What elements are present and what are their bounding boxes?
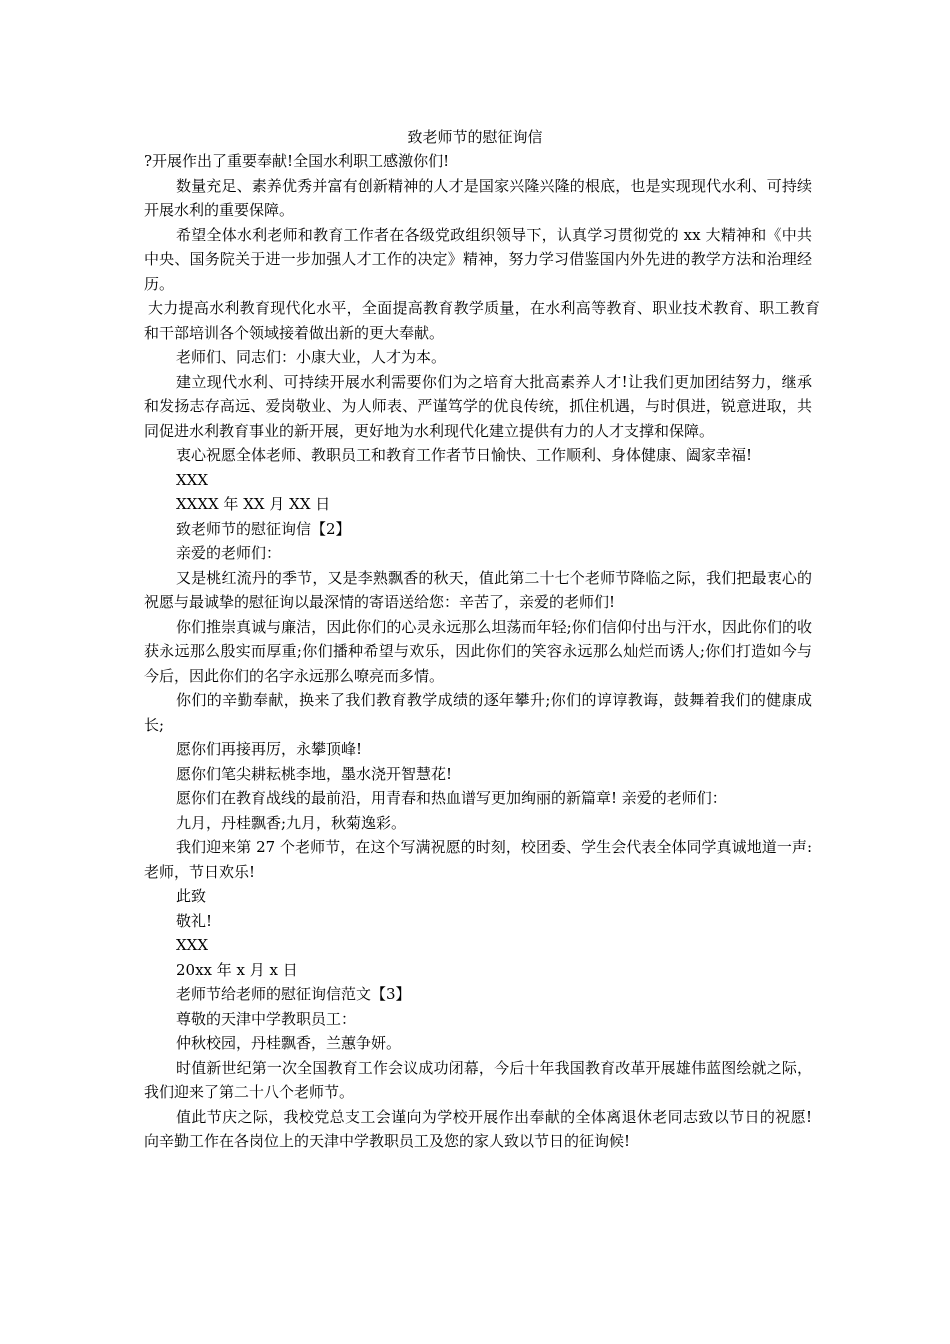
paragraph: 老师节给老师的慰征询信范文【3】 — [176, 985, 411, 1003]
paragraph: 愿你们笔尖耕耘桃李地，墨水浇开智慧花! — [176, 764, 453, 783]
paragraph: 致老师节的慰征询信【2】 — [176, 519, 351, 538]
paragraph: 九月，丹桂飘香;九月，秋菊逸彩。 — [176, 813, 407, 832]
paragraph: XXX — [176, 936, 209, 954]
paragraph: 尊敬的天津中学教职员工： — [176, 1009, 357, 1028]
document-body — [144, 149, 820, 1154]
paragraph: 希望全体水利老师和教育工作者在各级党政组织领导下，认真学习贯彻党的 xx 大精神和《中共中央、国务院关于进一步加强人才工作的决定》精神，努力学习借鉴国内外先进的教学方法和治理经历。 — [144, 225, 812, 293]
paragraph: 愿你们再接再厉，永攀顶峰! — [176, 740, 363, 758]
paragraph: ?开展作出了重要奉献!全国水利职工感激你们! — [144, 152, 450, 170]
paragraph: 你们的辛勤奉献，换来了我们教育教学成绩的逐年攀升;你们的谆谆教诲，鼓舞着我们的健康成长; — [144, 691, 812, 734]
paragraph: 时值新世纪第一次全国教育工作会议成功闭幕，今后十年我国教育改革开展雄伟蓝图绘就之际，我们迎来了第二十八个老师节。 — [144, 1058, 812, 1101]
paragraph: 此致 — [176, 887, 207, 905]
paragraph: 你们推崇真诚与廉洁，因此你们的心灵永远那么坦荡而年轻;你们信仰付出与汗水，因此你们的收获永远那么殷实而厚重;你们播种希望与欢乐，因此你们的笑容永远那么灿烂而诱人;你们打造如今与今后，因此你们的名字永远那么嘹亮而多情。 — [144, 617, 812, 685]
paragraph: 建立现代水利、可持续开展水利需要你们为之培育大批高素养人才!让我们更加团结努力，继承和发扬志存高远、爱岗敬业、为人师表、严谨笃学的优良传统，抓住机遇，与时俱进，锐意进取，共同促进水利教育事业的新开展，更好地为水利现代化建立提供有力的人才支撑和保障。 — [144, 372, 812, 440]
paragraph: 又是桃红流丹的季节，又是李熟飘香的秋天，值此第二十七个老师节降临之际，我们把最衷心的祝愿与最诚挚的慰征询以最深情的寄语送给您：辛苦了，亲爱的老师们! — [144, 568, 812, 611]
paragraph: 敬礼! — [176, 911, 213, 930]
paragraph: 愿你们在教育战线的最前沿，用青春和热血谱写更加绚丽的新篇章! 亲爱的老师们： — [176, 789, 727, 807]
paragraph: 大力提高水利教育现代化水平，全面提高教育教学质量，在水利高等教育、职业技术教育、职工教育和干部培训各个领域接着做出新的更大奉献。 — [144, 299, 820, 342]
paragraph: 我们迎来第 27 个老师节，在这个写满祝愿的时刻，校团委、学生会代表全体同学真诚地道一声:老师，节日欢乐! — [144, 838, 812, 881]
paragraph: 20xx 年 x 月 x 日 — [176, 960, 298, 979]
paragraph: 衷心祝愿全体老师、教职员工和教育工作者节日愉快、工作顺利、身体健康、阖家幸福! — [176, 446, 753, 464]
paragraph: 仲秋校园，丹桂飘香，兰蕙争妍。 — [176, 1034, 402, 1052]
document-title: 致老师节的慰征询信 — [407, 128, 543, 146]
paragraph: 亲爱的老师们： — [176, 544, 282, 562]
paragraph: XXXX 年 XX 月 XX 日 — [176, 495, 331, 513]
paragraph: 值此节庆之际，我校党总支工会谨向为学校开展作出奉献的全体离退休老同志致以节日的祝愿!向辛勤工作在各岗位上的天津中学教职员工及您的家人致以节日的征询候! — [144, 1107, 812, 1150]
paragraph: XXX — [176, 470, 209, 489]
paragraph: 数量充足、素养优秀并富有创新精神的人才是国家兴隆兴隆的根底，也是实现现代水利、可持续开展水利的重要保障。 — [144, 176, 812, 219]
paragraph: 老师们、同志们：小康大业，人才为本。 — [176, 348, 447, 366]
